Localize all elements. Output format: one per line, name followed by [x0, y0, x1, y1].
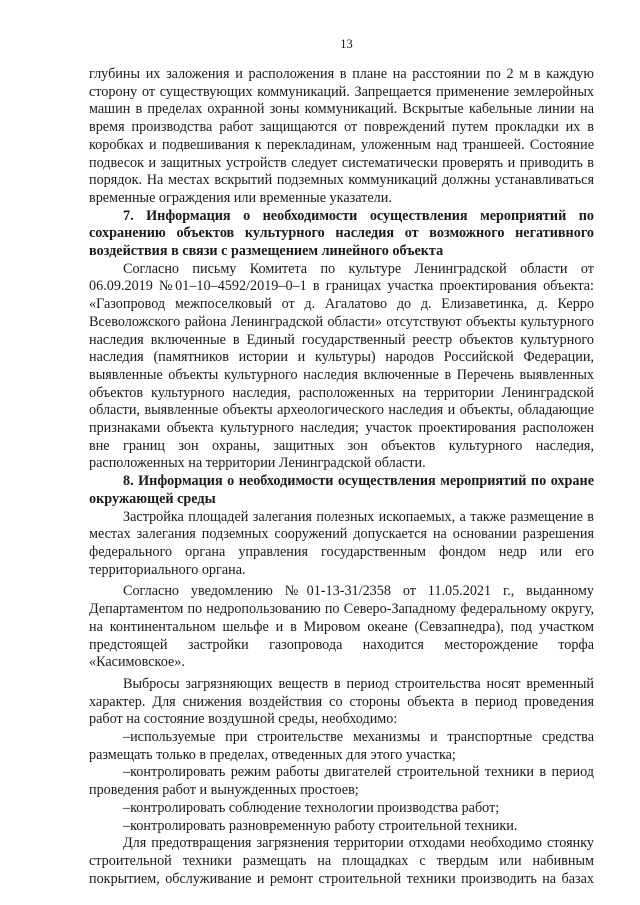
text-line: расположенных на территории Ленинградской области.: [89, 455, 426, 472]
text-line: –контролировать режим работы двигателей строительной техники в период: [123, 764, 594, 781]
text-line: работ на состояние воздушной среды, необходимо:: [89, 711, 398, 728]
text-line: порядок. На местах вскрытий подземных коммуникаций должны устанавливаться: [89, 172, 594, 189]
text-line: Застройка площадей залегания полезных ископаемых, а также размещение в: [123, 508, 594, 525]
text-line: Выбросы загрязняющих веществ в период строительства носят временный: [123, 675, 594, 692]
text-line: «Газопровод межпоселковый от д. Агалатово до д. Елизаветинка, д. Керро: [89, 296, 594, 313]
text-line: сторону от существующих коммуникаций. Запрещается применение землеройных: [89, 83, 594, 100]
text-line: временные ограждения или временные указатели.: [89, 189, 392, 206]
section-heading-line: 8. Информация о необходимости осуществления мероприятий по охране: [123, 473, 594, 490]
text-line: объектов культурного наследия, расположенных на территории Ленинградской: [89, 384, 594, 401]
text-line: наследия включенные в Единый государственный реестр объектов культурного: [89, 331, 594, 348]
text-line: предстоящей застройки газопровода находится месторождение торфа: [89, 636, 594, 653]
page-number: 13: [340, 37, 353, 51]
text-line: покрытием, обслуживание и ремонт строительной техники производить на базах: [89, 870, 594, 887]
text-line: подвесок и защитных устройств следует систематически проверять и приводить в: [89, 154, 594, 171]
text-line: Департаментом по недропользованию по Северо-Западному федеральному округу,: [89, 601, 594, 618]
text-line: 06.09.2019 №01–10–4592/2019–0–1 в границах участка проектирования объекта:: [89, 278, 594, 295]
text-line: машин в пределах охранной зоны коммуникаций. Вскрытые кабельные линии на: [89, 101, 594, 118]
text-line: Согласно уведомлению №01-13-31/2358 от 11.05.2021 г., выданному: [123, 583, 594, 600]
text-line: «Касимовское».: [89, 654, 185, 671]
text-line: федерального органа управления государственным фондом недр или его: [89, 543, 594, 560]
text-line: –контролировать разновременную работу строительной техники.: [123, 817, 518, 834]
text-line: местах залегания подземных сооружений допускается на основании разрешения: [89, 526, 594, 543]
text-line: характер. Для снижения воздействия со стороны объекта в период проведения: [89, 693, 594, 710]
section-heading-line: сохранению объектов культурного наследия от возможного негативного: [89, 225, 594, 242]
text-line: Для предотвращения загрязнения территории отходами необходимо стоянку: [123, 835, 594, 852]
text-line: области, выявленные объекты археологического наследия и объекты, обладающие: [89, 402, 594, 419]
text-line: –используемые при строительстве механизмы и транспортные средства: [123, 729, 594, 746]
text-line: вне границ зон охраны, защитных зон объектов культурного наследия,: [89, 437, 594, 454]
text-line: размещать только в пределах, отведенных для этого участка;: [89, 746, 456, 763]
text-line: Согласно письму Комитета по культуре Ленинградской области от: [123, 260, 594, 277]
text-line: –контролировать соблюдение технологии производства работ;: [123, 799, 500, 816]
section-heading-line: окружающей среды: [89, 490, 216, 507]
document-body: [89, 66, 594, 888]
text-line: время производства работ защищаются от повреждений путем прокладки их в: [89, 119, 594, 136]
text-line: признаками объекта культурного наследия; участок проектирования расположен: [89, 420, 594, 437]
text-line: наследия (памятников истории и культуры) народов Российской Федерации,: [89, 349, 594, 366]
text-line: коробках и подвешивания к перекладинам, уложенным над траншеей. Состояние: [89, 136, 594, 153]
text-line: глубины их заложения и расположения в плане на расстоянии по 2 м в каждую: [89, 66, 594, 82]
text-line: Всеволожского района Ленинградской области» отсутствуют объекты культурного: [89, 313, 594, 330]
text-line: территориального органа.: [89, 561, 246, 578]
text-line: строительной техники размещать на площадках с твердым или набивным: [89, 852, 594, 869]
text-line: выявленные объекты культурного наследия включенные в Перечень выявленных: [89, 366, 594, 383]
text-line: на континентальном шельфе и в Мировом океане (Севзапнедра), под участком: [89, 618, 594, 635]
section-heading-line: 7. Информация о необходимости осуществления мероприятий по: [123, 207, 594, 224]
section-heading-line: воздействия в связи с размещением линейного объекта: [89, 243, 444, 260]
text-line: проведения работ и вынужденных простоев;: [89, 782, 359, 799]
